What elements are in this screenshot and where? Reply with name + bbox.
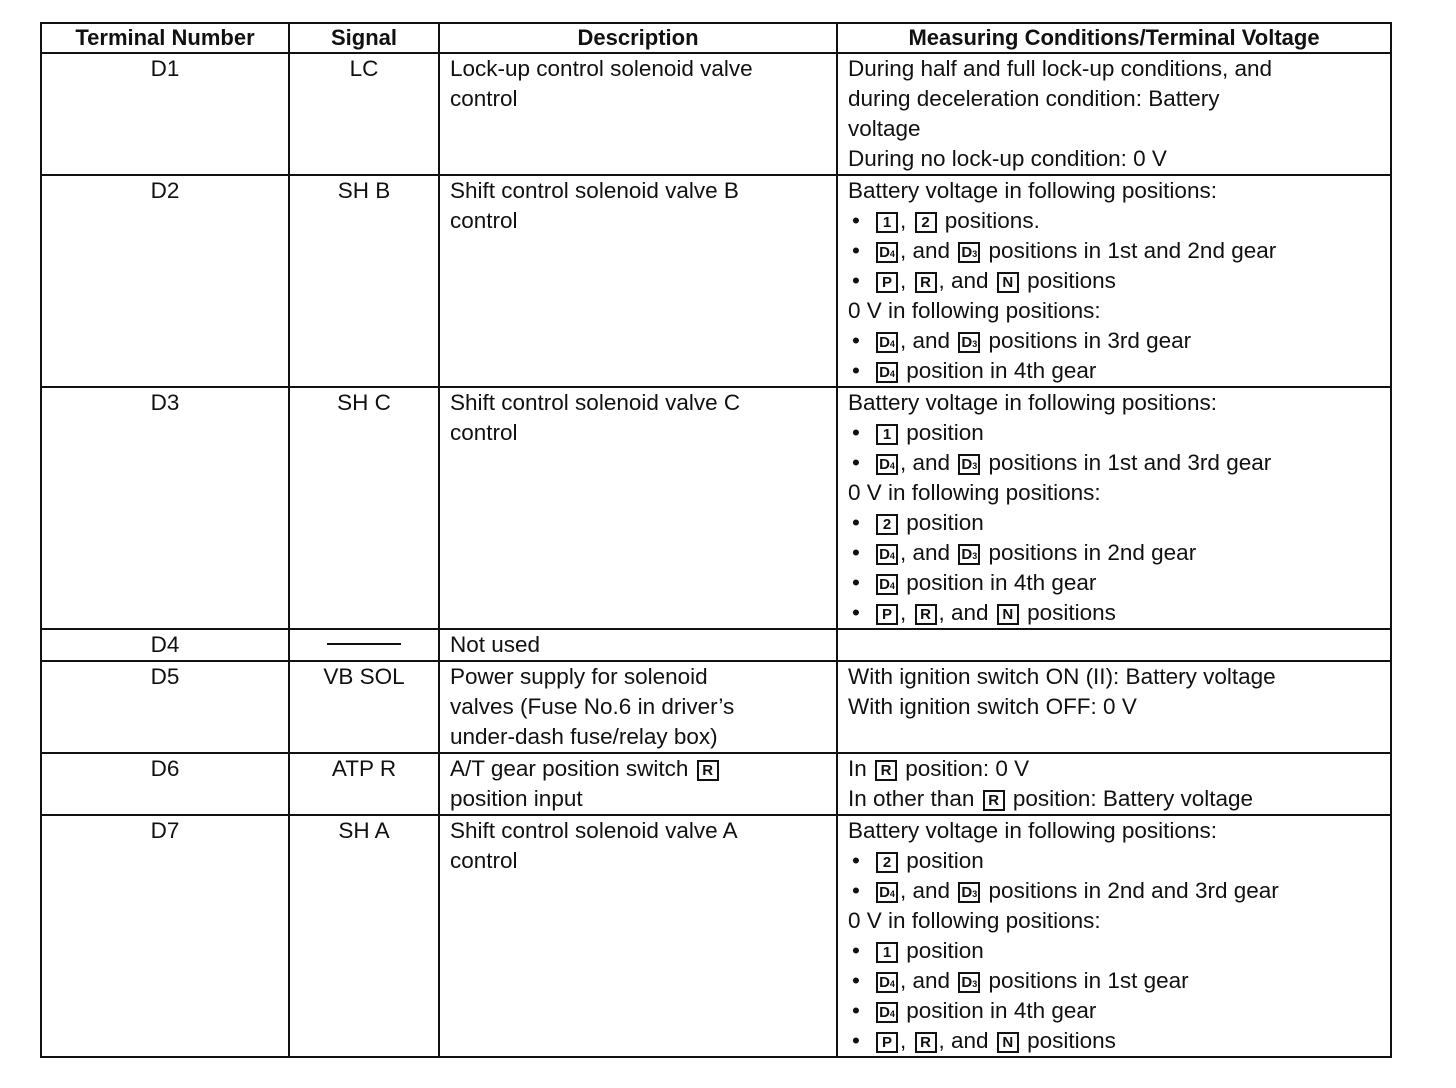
condition-bullet-item: • 2 position: [848, 508, 1380, 538]
position-1-icon: 1: [876, 942, 898, 963]
description-line: Lock-up control solenoid valve: [450, 56, 753, 81]
condition-bullet-item: • P , R , and N positions: [848, 1026, 1380, 1056]
measuring-conditions-cell: [837, 387, 1391, 629]
position-d3-icon: D3: [958, 454, 980, 475]
terminal-number-cell: D6: [41, 753, 289, 815]
terminal-number-cell: D1: [41, 53, 289, 175]
description-line: under-dash fuse/relay box): [450, 724, 718, 749]
description-line: control: [450, 208, 518, 233]
position-d3-icon: D3: [958, 332, 980, 353]
description-cell: [439, 53, 837, 175]
condition-bullet-item: • D4 , and D3 positions in 1st and 2nd gear: [848, 236, 1380, 266]
position-1-icon: 1: [876, 212, 898, 233]
condition-bullet-item: • D4 , and D3 positions in 2nd gear: [848, 538, 1380, 568]
table-row: [41, 815, 1391, 1057]
table-row: [41, 753, 1391, 815]
description-line: Shift control solenoid valve C: [450, 390, 741, 415]
condition-bullet-item: • 1 position: [848, 418, 1380, 448]
position-2-icon: 2: [876, 852, 898, 873]
condition-line: 0 V in following positions:: [848, 480, 1101, 505]
condition-bullet-item: • D4 , and D3 positions in 1st gear: [848, 966, 1380, 996]
description-line: Not used: [450, 632, 541, 657]
table-header: [41, 23, 1391, 53]
position-d4-icon: D4: [876, 544, 898, 565]
signal-cell: ATP R: [289, 753, 439, 815]
condition-line: During half and full lock-up conditions, and: [848, 56, 1273, 81]
condition-line: voltage: [848, 116, 921, 141]
table-row: [41, 387, 1391, 629]
description-line: Shift control solenoid valve A: [450, 818, 738, 843]
description-cell: [439, 629, 837, 661]
header-description: Description: [439, 23, 837, 53]
description-line: control: [450, 848, 518, 873]
condition-line: during deceleration condition: Battery: [848, 86, 1220, 111]
description-cell: [439, 815, 837, 1057]
condition-bullet-item: • D4 , and D3 positions in 1st and 3rd gear: [848, 448, 1380, 478]
position-r-icon: R: [875, 760, 897, 781]
condition-bullet-item: • P , R , and N positions: [848, 598, 1380, 628]
table-row: [41, 629, 1391, 661]
condition-bullet-item: • D4 position in 4th gear: [848, 568, 1380, 598]
measuring-conditions-cell: [837, 175, 1391, 387]
condition-line: Battery voltage in following positions:: [848, 818, 1217, 843]
measuring-conditions-cell: [837, 53, 1391, 175]
position-d3-icon: D3: [958, 242, 980, 263]
position-r-icon: R: [983, 790, 1005, 811]
condition-bullet-item: • D4 position in 4th gear: [848, 356, 1380, 386]
signal-cell: SH A: [289, 815, 439, 1057]
signal-cell: SH C: [289, 387, 439, 629]
position-d4-icon: D4: [876, 882, 898, 903]
not-used-dash: [327, 643, 401, 645]
description-line: valves (Fuse No.6 in driver’s: [450, 694, 735, 719]
signal-cell: [289, 629, 439, 661]
position-d4-icon: D4: [876, 332, 898, 353]
signal-cell: SH B: [289, 175, 439, 387]
header-measuring-conditions: Measuring Conditions/Terminal Voltage: [837, 23, 1391, 53]
table-row: [41, 175, 1391, 387]
position-n-icon: N: [997, 604, 1019, 625]
position-d4-icon: D4: [876, 972, 898, 993]
condition-line: Battery voltage in following positions:: [848, 390, 1217, 415]
condition-bullet-item: • 2 position: [848, 846, 1380, 876]
description-cell: [439, 175, 837, 387]
position-r-icon: R: [915, 272, 937, 293]
terminal-number-cell: D5: [41, 661, 289, 753]
position-r-icon: R: [915, 604, 937, 625]
condition-line: 0 V in following positions:: [848, 908, 1101, 933]
position-d4-icon: D4: [876, 574, 898, 595]
position-d4-icon: D4: [876, 362, 898, 383]
measuring-conditions-cell: [837, 753, 1391, 815]
condition-bullet-item: • D4 , and D3 positions in 3rd gear: [848, 326, 1380, 356]
signal-cell: VB SOL: [289, 661, 439, 753]
condition-line: During no lock-up condition: 0 V: [848, 146, 1167, 171]
condition-bullet-item: • 1 , 2 positions.: [848, 206, 1380, 236]
condition-line: In R position: 0 V: [848, 756, 1030, 781]
measuring-conditions-cell: [837, 815, 1391, 1057]
header-terminal-number: Terminal Number: [41, 23, 289, 53]
condition-line: With ignition switch OFF: 0 V: [848, 694, 1137, 719]
condition-line: 0 V in following positions:: [848, 298, 1101, 323]
position-n-icon: N: [997, 1032, 1019, 1053]
description-cell: [439, 387, 837, 629]
position-d3-icon: D3: [958, 882, 980, 903]
terminal-number-cell: D7: [41, 815, 289, 1057]
table-row: [41, 661, 1391, 753]
description-cell: [439, 661, 837, 753]
condition-line: With ignition switch ON (II): Battery voltage: [848, 664, 1276, 689]
position-d3-icon: D3: [958, 972, 980, 993]
condition-bullet-item: • P , R , and N positions: [848, 266, 1380, 296]
condition-bullet-item: • D4 position in 4th gear: [848, 996, 1380, 1026]
position-p-icon: P: [876, 272, 898, 293]
position-n-icon: N: [997, 272, 1019, 293]
description-line: A/T gear position switch R: [450, 754, 826, 784]
table-row: [41, 53, 1391, 175]
position-2-icon: 2: [915, 212, 937, 233]
description-line: Power supply for solenoid: [450, 664, 708, 689]
position-d4-icon: D4: [876, 454, 898, 475]
description-line: Shift control solenoid valve B: [450, 178, 739, 203]
header-signal: Signal: [289, 23, 439, 53]
condition-line: In other than R position: Battery voltage: [848, 786, 1253, 811]
description-line: control: [450, 86, 518, 111]
position-r-icon: R: [697, 760, 719, 781]
signal-cell: LC: [289, 53, 439, 175]
description-cell: [439, 753, 837, 815]
description-line: position input: [450, 786, 583, 811]
position-r-icon: R: [915, 1032, 937, 1053]
terminal-table: [40, 22, 1392, 1058]
terminal-number-cell: D2: [41, 175, 289, 387]
table-body: [41, 53, 1391, 1057]
position-p-icon: P: [876, 604, 898, 625]
description-line: control: [450, 420, 518, 445]
terminal-number-cell: D3: [41, 387, 289, 629]
condition-line: Battery voltage in following positions:: [848, 178, 1217, 203]
position-1-icon: 1: [876, 424, 898, 445]
measuring-conditions-cell: [837, 629, 1391, 661]
header-row: [41, 23, 1391, 53]
measuring-conditions-cell: [837, 661, 1391, 753]
position-d3-icon: D3: [958, 544, 980, 565]
position-p-icon: P: [876, 1032, 898, 1053]
condition-bullet-item: • 1 position: [848, 936, 1380, 966]
terminal-number-cell: D4: [41, 629, 289, 661]
position-d4-icon: D4: [876, 1002, 898, 1023]
position-2-icon: 2: [876, 514, 898, 535]
condition-bullet-item: • D4 , and D3 positions in 2nd and 3rd gear: [848, 876, 1380, 906]
position-d4-icon: D4: [876, 242, 898, 263]
